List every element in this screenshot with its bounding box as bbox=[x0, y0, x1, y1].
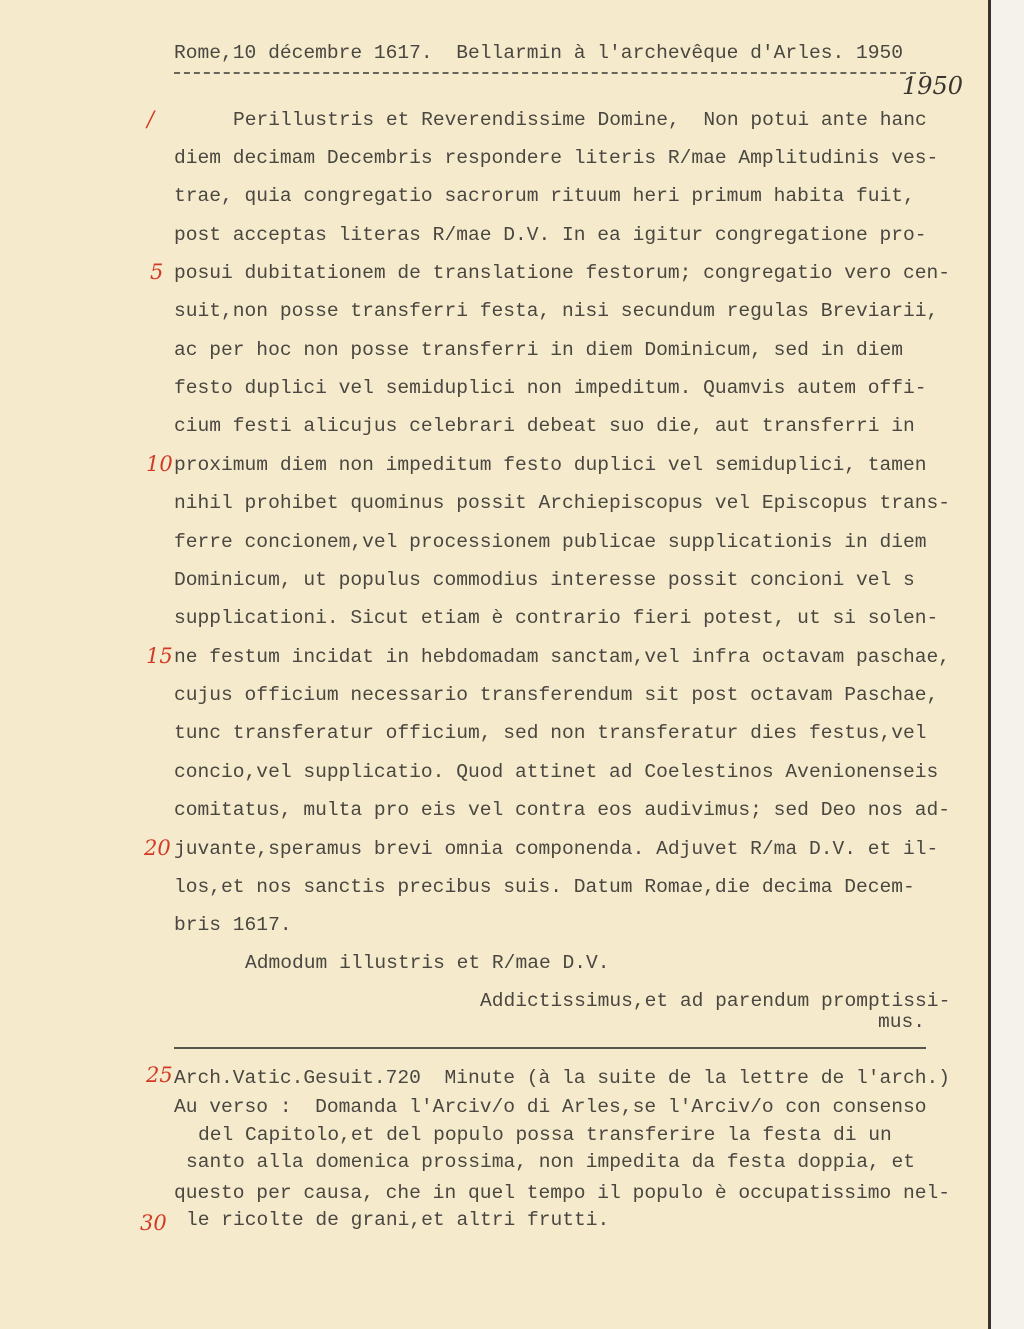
body-line: suit,non posse transferri festa, nisi secundum regulas Breviarii, bbox=[174, 300, 939, 322]
scan-edge bbox=[991, 0, 1024, 1329]
footer-divider bbox=[174, 1047, 926, 1049]
body-line: nihil prohibet quominus possit Archiepiscopus vel Episcopus trans- bbox=[174, 492, 951, 514]
header-divider bbox=[174, 72, 926, 74]
footer-line: questo per causa, che in quel tempo il populo è occupatissimo nel- bbox=[174, 1182, 951, 1204]
margin-number: 25 bbox=[146, 1063, 173, 1087]
margin-number: 30 bbox=[140, 1211, 167, 1235]
body-line: ferre concionem,vel processionem publicae supplicationis in diem bbox=[174, 531, 927, 553]
body-line: cujus officium necessario transferendum sit post octavam Paschae, bbox=[174, 684, 939, 706]
footer-line: Au verso : Domanda l'Arciv/o di Arles,se l'Arciv/o con consenso bbox=[174, 1096, 927, 1118]
body-line: Dominicum, ut populus commodius interesse possit concioni vel s bbox=[174, 569, 915, 591]
margin-number: 10 bbox=[146, 452, 173, 476]
document-header: Rome,10 décembre 1617. Bellarmin à l'archevêque d'Arles. 1950 bbox=[174, 42, 904, 64]
body-line: juvante,speramus brevi omnia componenda. Adjuvet R/ma D.V. et il- bbox=[174, 838, 939, 860]
margin-number: 5 bbox=[150, 260, 164, 284]
closing-signature: Addictissimus,et ad parendum promptissi- bbox=[480, 990, 951, 1012]
body-line: los,et nos sanctis precibus suis. Datum Romae,die decima Decem- bbox=[174, 876, 915, 898]
footer-line: Arch.Vatic.Gesuit.720 Minute (à la suite de la lettre de l'arch.) bbox=[174, 1067, 951, 1089]
body-line: comitatus, multa pro eis vel contra eos audivimus; sed Deo nos ad- bbox=[174, 799, 951, 821]
body-line: trae, quia congregatio sacrorum rituum heri primum habita fuit, bbox=[174, 185, 915, 207]
closing-signature: mus. bbox=[878, 1011, 926, 1033]
body-line: supplicationi. Sicut etiam è contrario fieri potest, ut si solen- bbox=[174, 607, 939, 629]
body-line: bris 1617. bbox=[174, 914, 292, 936]
margin-number: 20 bbox=[144, 836, 171, 860]
body-line: tunc transferatur officium, sed non transferatur dies festus,vel bbox=[174, 722, 927, 744]
margin-number: / bbox=[147, 107, 155, 131]
body-line: Perillustris et Reverendissime Domine, Non potui ante hanc bbox=[233, 109, 927, 131]
closing-salutation: Admodum illustris et R/mae D.V. bbox=[245, 952, 610, 974]
footer-line: santo alla domenica prossima, non impedita da festa doppia, et bbox=[186, 1151, 916, 1173]
body-line: ac per hoc non posse transferri in diem Dominicum, sed in diem bbox=[174, 339, 904, 361]
footer-line: del Capitolo,et del populo possa transferire la festa di un bbox=[198, 1124, 892, 1146]
body-line: cium festi alicujus celebrari debeat suo die, aut transferri in bbox=[174, 415, 915, 437]
footer-line: le ricolte de grani,et altri frutti. bbox=[186, 1209, 610, 1231]
handwritten-page-number: 1950 bbox=[902, 72, 964, 100]
body-line: diem decimam Decembris respondere literis R/mae Amplitudinis ves- bbox=[174, 147, 939, 169]
body-line: proximum diem non impeditum festo duplici vel semiduplici, tamen bbox=[174, 454, 927, 476]
body-line: posui dubitationem de translatione festorum; congregatio vero cen- bbox=[174, 262, 951, 284]
body-line: festo duplici vel semiduplici non impeditum. Quamvis autem offi- bbox=[174, 377, 927, 399]
body-line: post acceptas literas R/mae D.V. In ea igitur congregatione pro- bbox=[174, 224, 927, 246]
margin-number: 15 bbox=[146, 644, 173, 668]
body-line: concio,vel supplicatio. Quod attinet ad Coelestinos Avenionenseis bbox=[174, 761, 939, 783]
body-line: ne festum incidat in hebdomadam sanctam,vel infra octavam paschae, bbox=[174, 646, 951, 668]
